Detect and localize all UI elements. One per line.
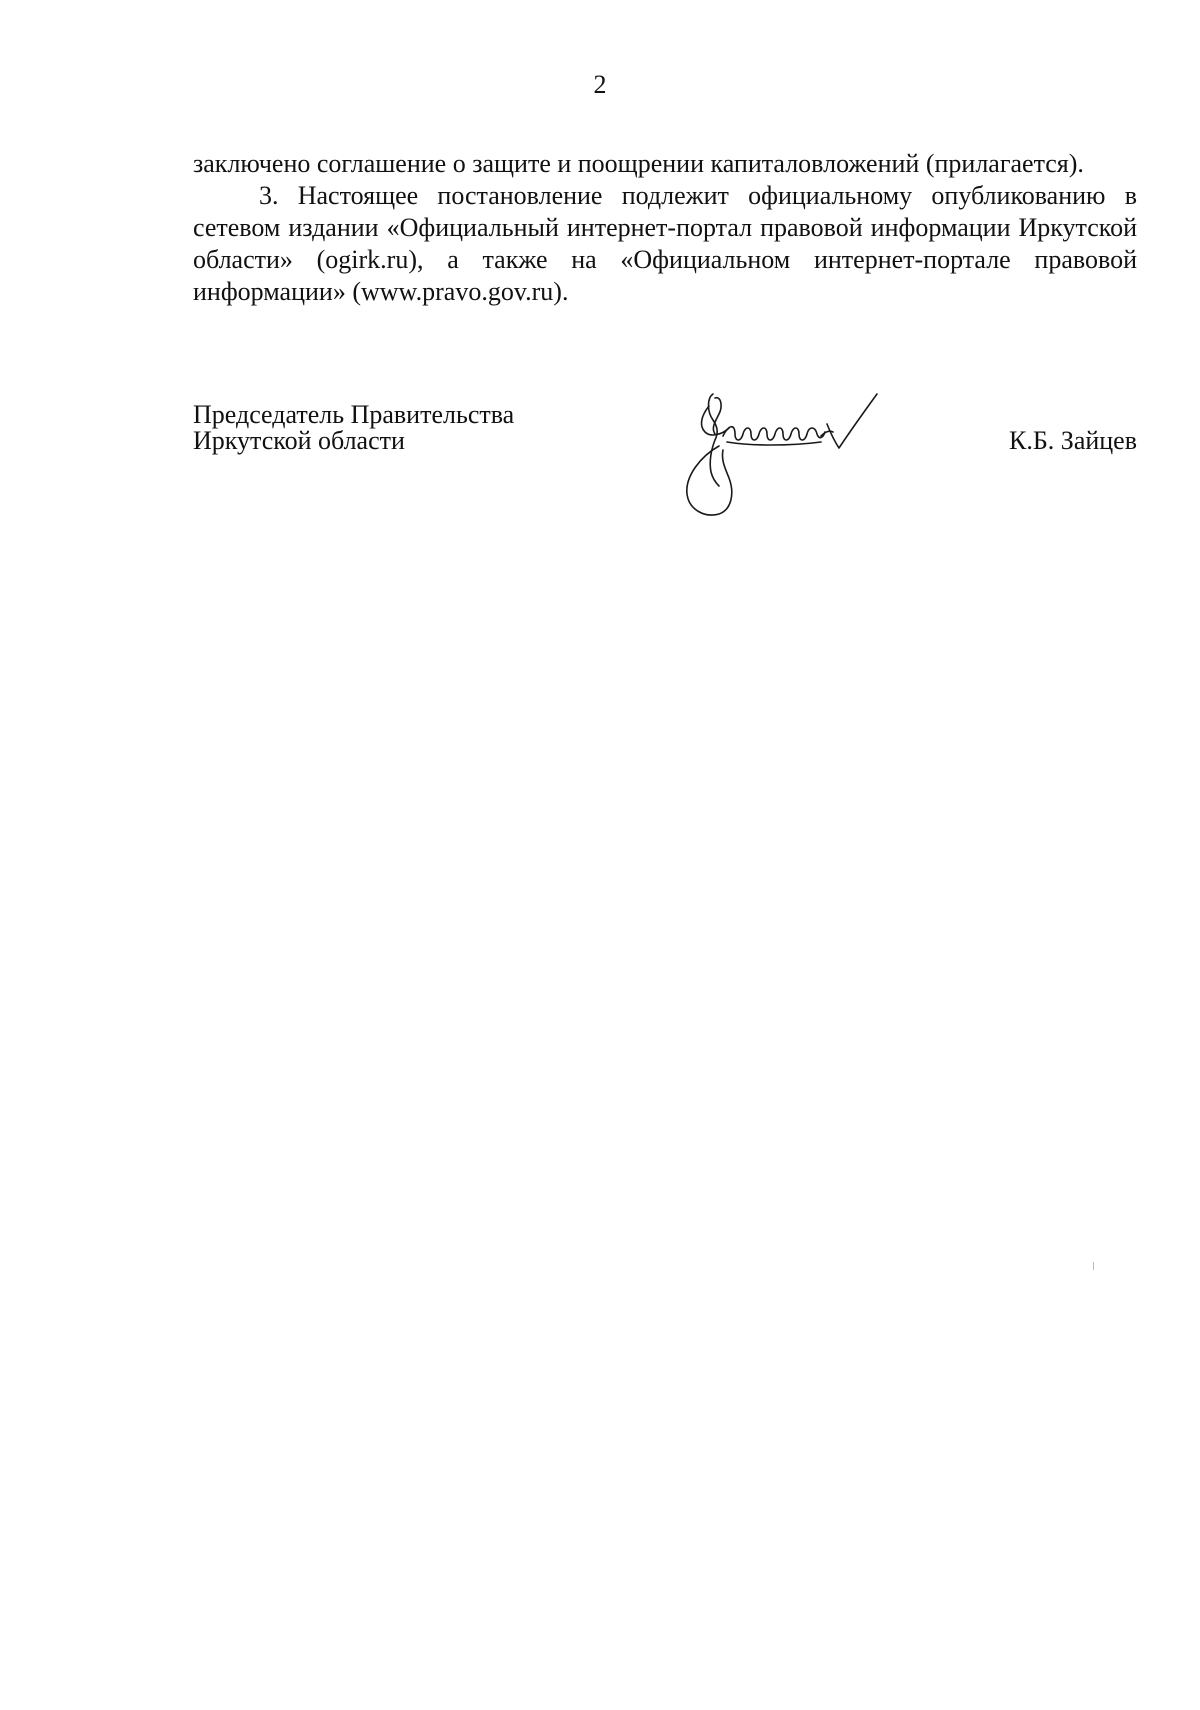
signatory-name: К.Б. Зайцев [1009, 426, 1137, 455]
scan-speck [1093, 1262, 1094, 1270]
signatory-title-line-1: Председатель Правительства [193, 400, 515, 429]
signatory-title-line-2: Иркутской области [193, 426, 405, 455]
handwritten-signature-icon [671, 376, 931, 526]
page-number: 2 [593, 70, 607, 99]
document-body [193, 148, 1137, 308]
signatory-title [193, 402, 514, 454]
paragraph-3: 3. Настоящее постановление подлежит официальному опубликованию в сетевом издании «Официальный интернет-портал правовой информации Иркутской области» (ogirk.ru), а также на «Официальном интернет-портале правовой информации» (www.pravo.gov.ru). [193, 181, 1137, 306]
signature-block [193, 402, 1137, 542]
paragraph-continued: заключено соглашение о защите и поощрении капиталовложений (прилагается). [193, 149, 1084, 178]
